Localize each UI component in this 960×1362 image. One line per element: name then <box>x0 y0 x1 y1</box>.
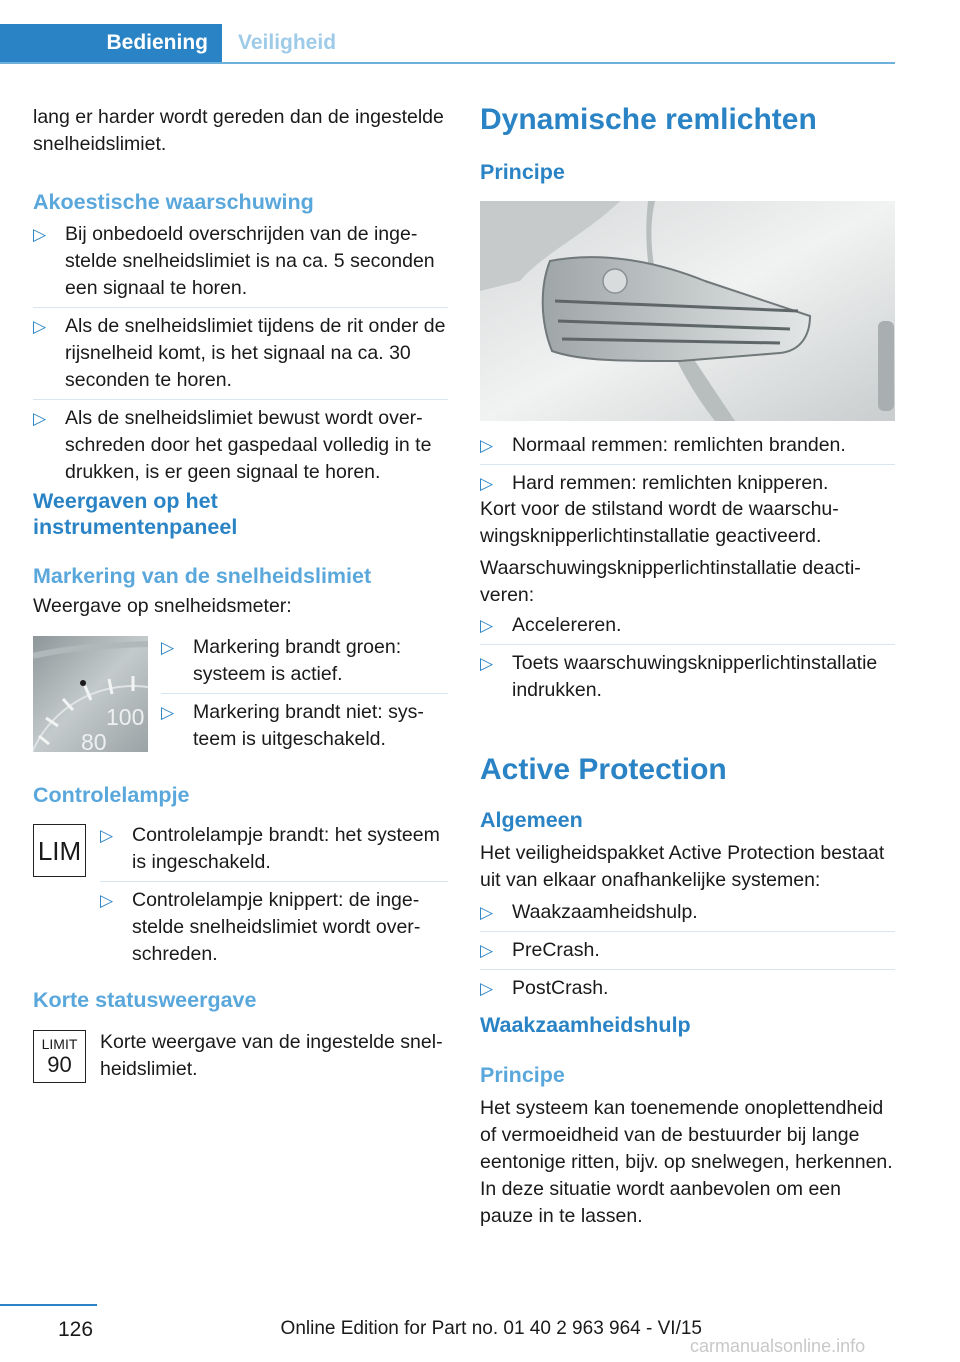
speedometer-image <box>33 636 148 752</box>
acoustic-heading: Akoestische waarschuwing <box>33 190 314 214</box>
display-heading: Weergaven op het instrumentenpaneel <box>33 489 238 539</box>
taillight-image <box>480 201 895 421</box>
list-item: ▷ Waakzaamheidshulp. <box>480 899 895 926</box>
control-list <box>100 822 448 973</box>
principle-heading: Principe <box>480 160 565 184</box>
list-item: ▷ Hard remmen: remlichten knipperen. <box>480 464 895 497</box>
triangle-bullet-icon: ▷ <box>480 616 494 635</box>
speed-label-100: 100 <box>106 704 145 730</box>
triangle-bullet-icon: ▷ <box>480 474 494 493</box>
list-item: ▷ Markering brandt groen: systeem is actief. <box>161 636 402 685</box>
edition-text: Online Edition for Part no. 01 40 2 963 964 - VI/15 <box>280 1318 702 1339</box>
attention-text: Het systeem kan toenemende onoplettendheid of vermoeidheid van de bestuurder bij lange eentonige ritten, bijv. op snelwegen, herkennen. In deze situatie wordt aanbevolen om een pauze in te lassen. <box>480 1097 893 1227</box>
triangle-bullet-icon: ▷ <box>480 654 494 673</box>
triangle-bullet-icon: ▷ <box>161 703 175 722</box>
triangle-bullet-icon: ▷ <box>33 225 47 244</box>
triangle-bullet-icon: ▷ <box>33 409 47 428</box>
section-tabs <box>0 24 895 64</box>
triangle-bullet-icon: ▷ <box>100 826 114 845</box>
triangle-bullet-icon: ▷ <box>100 891 114 910</box>
triangle-bullet-icon: ▷ <box>480 436 494 455</box>
page-number: 126 <box>58 1318 94 1341</box>
brake-para-1: Kort voor de stilstand wordt de waarschuwingsknipperlichtinstallatie geactiveerd. <box>480 498 839 547</box>
marking-list <box>161 634 448 758</box>
acoustic-list <box>33 221 448 491</box>
general-text: Het veiligheidspakket Active Protection bestaat uit van elkaar onafhankelijke systemen: <box>480 842 885 891</box>
lim-icon: LIM <box>33 824 86 877</box>
marking-heading: Markering van de snelheidslimiet <box>33 564 372 588</box>
tab-veiligheid[interactable]: Veiligheid <box>238 31 337 54</box>
status-text: Korte weergave van de ingestelde snelheidslimiet. <box>100 1031 443 1080</box>
list-item: ▷ Als de snelheidslimiet bewust wordt overschreden door het gaspedaal volledig in te drukken, is er geen signaal te horen. <box>33 399 448 486</box>
active-protection-title: Active Protection <box>480 753 727 786</box>
triangle-bullet-icon: ▷ <box>480 941 494 960</box>
list-item: ▷ Accelereren. <box>480 612 895 639</box>
brake-list <box>480 432 895 502</box>
brake-lights-title: Dynamische remlichten <box>480 103 817 136</box>
tab-bediening[interactable]: Bediening <box>0 24 222 62</box>
intro-paragraph: lang er harder wordt gereden dan de ingestelde snelheidslimiet. <box>33 106 444 155</box>
marking-subtitle: Weergave op snelheidsmeter: <box>33 595 292 617</box>
general-heading: Algemeen <box>480 808 583 832</box>
brake-para-2: Waarschuwingsknipperlichtinstallatie deactiveren: <box>480 557 861 606</box>
principle2-heading: Principe <box>480 1063 565 1087</box>
list-item: ▷ PostCrash. <box>480 969 895 1002</box>
triangle-bullet-icon: ▷ <box>480 979 494 998</box>
triangle-bullet-icon: ▷ <box>161 638 175 657</box>
protection-list <box>480 899 895 1007</box>
watermark: carmanualsonline.info <box>690 1336 866 1356</box>
list-item: ▷ PreCrash. <box>480 931 895 964</box>
list-item: ▷ Controlelampje brandt: het systeem is ingeschakeld. <box>100 824 440 873</box>
deactivate-list <box>480 612 895 709</box>
status-heading: Korte statusweergave <box>33 988 257 1012</box>
list-item: ▷ Toets waarschuwingsknipperlichtinstallatie indrukken. <box>480 644 895 704</box>
list-item: ▷ Controlelampje knippert: de ingestelde snelheidslimiet wordt overschreden. <box>100 881 448 968</box>
attention-heading: Waakzaamheidshulp <box>480 1013 691 1037</box>
triangle-bullet-icon: ▷ <box>480 903 494 922</box>
triangle-bullet-icon: ▷ <box>33 317 47 336</box>
list-item: ▷ Als de snelheidslimiet tijdens de rit onder de rijsnelheid komt, is het signaal na ca. 30 seconden te horen. <box>33 307 448 394</box>
limit-90-icon: LIMIT 90 <box>33 1030 86 1083</box>
footer-rule <box>0 1304 97 1306</box>
list-item: ▷ Normaal remmen: remlichten branden. <box>480 432 895 459</box>
list-item: ▷ Bij onbedoeld overschrijden van de ingestelde snelheidslimiet is na ca. 5 seconden een signaal te horen. <box>33 223 435 299</box>
speed-label-80: 80 <box>81 729 107 752</box>
list-item: ▷ Markering brandt niet: systeem is uitgeschakeld. <box>161 693 448 753</box>
control-heading: Controlelampje <box>33 783 190 807</box>
